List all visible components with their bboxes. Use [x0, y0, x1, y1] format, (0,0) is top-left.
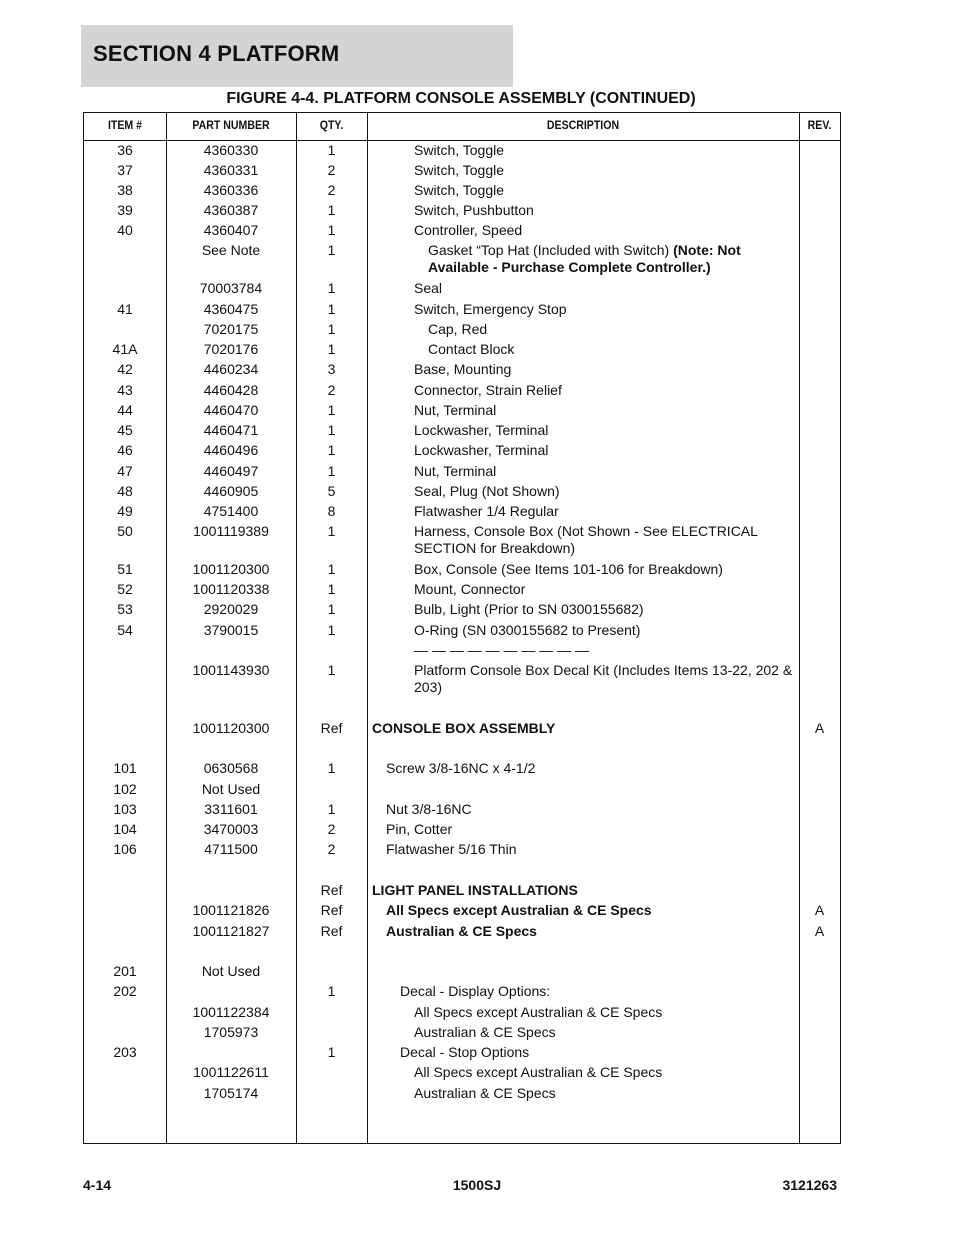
description-text: Switch, Toggle — [414, 162, 505, 178]
description — [414, 162, 794, 179]
part-number: 1001120338 — [192, 581, 270, 597]
quantity: 1 — [327, 601, 336, 617]
description-text: LIGHT PANEL INSTALLATIONS — [372, 882, 578, 898]
part-number: 3470003 — [203, 821, 259, 837]
table-row — [84, 422, 840, 442]
table-row — [84, 301, 840, 321]
part-number: 2920029 — [203, 601, 259, 617]
item-number: 43 — [117, 382, 133, 398]
table-row — [84, 142, 840, 162]
description-text: Bulb, Light (Prior to SN 0300155682) — [414, 601, 644, 617]
quantity: 1 — [327, 301, 336, 317]
quantity: 1 — [327, 1044, 336, 1060]
table-row — [84, 662, 840, 695]
table-row — [84, 202, 840, 222]
section-header-bar — [81, 25, 513, 87]
table-row — [84, 1044, 840, 1064]
table-row — [84, 242, 840, 275]
table-row — [84, 162, 840, 182]
parts-table — [83, 112, 841, 1144]
description-text: Screw 3/8-16NC x 4-1/2 — [386, 760, 536, 776]
description — [372, 882, 752, 899]
description-text: Switch, Toggle — [414, 142, 505, 158]
part-number: 1001121826 — [192, 902, 270, 918]
description-text: Switch, Emergency Stop — [414, 301, 567, 317]
description — [386, 902, 766, 919]
quantity: Ref — [320, 882, 343, 898]
part-number: 1001143930 — [192, 662, 270, 678]
quantity: 2 — [327, 821, 336, 837]
description — [414, 662, 798, 696]
table-row — [84, 923, 840, 943]
table-row — [84, 1085, 840, 1105]
item-number: 49 — [117, 503, 133, 519]
part-number: 4751400 — [203, 503, 259, 519]
description-text: Lockwasher, Terminal — [414, 442, 549, 458]
description-text: Lockwasher, Terminal — [414, 422, 549, 438]
part-number: 4360331 — [203, 162, 259, 178]
item-number: 42 — [117, 361, 133, 377]
description-text: Flatwasher 5/16 Thin — [386, 841, 517, 857]
description — [414, 422, 794, 439]
description — [414, 382, 794, 399]
item-number: 202 — [113, 983, 137, 999]
item-number: 38 — [117, 182, 133, 198]
description-text: Box, Console (See Items 101-106 for Breakdown) — [414, 561, 723, 577]
description-text: All Specs except Australian & CE Specs — [414, 1064, 663, 1080]
part-number: Not Used — [201, 781, 261, 797]
table-row — [84, 222, 840, 242]
header-divider — [84, 140, 840, 141]
description — [386, 760, 766, 777]
description-text: Switch, Toggle — [414, 182, 505, 198]
table-row — [84, 601, 840, 621]
item-number: 103 — [113, 801, 137, 817]
table-row — [84, 523, 840, 556]
part-number: 70003784 — [199, 280, 263, 296]
table-row — [84, 642, 840, 662]
description-text: Gasket “Top Hat (Included with Switch) — [428, 242, 670, 258]
quantity: 2 — [327, 841, 336, 857]
part-number: 1001120300 — [192, 720, 270, 736]
footer-document-number: 3121263 — [782, 1177, 837, 1193]
description — [414, 523, 794, 557]
description-text: Nut 3/8-16NC — [386, 801, 472, 817]
quantity: 1 — [327, 983, 336, 999]
description-text: Base, Mounting — [414, 361, 512, 377]
part-number: 4460470 — [203, 402, 259, 418]
description-text: Platform Console Box Decal Kit (Includes Items 13-22, 202 & 203) — [414, 662, 793, 695]
quantity: Ref — [320, 720, 343, 736]
description — [414, 581, 794, 598]
quantity: 8 — [327, 503, 336, 519]
part-number: 4460471 — [203, 422, 259, 438]
part-number: 7020175 — [203, 321, 259, 337]
quantity: 1 — [327, 463, 336, 479]
table-row — [84, 821, 840, 841]
table-row — [84, 442, 840, 462]
part-number: 4360330 — [203, 142, 259, 158]
table-row — [84, 1004, 840, 1024]
table-row — [84, 561, 840, 581]
part-number: 4460905 — [203, 483, 259, 499]
description-note: (Note: Not Available - Purchase Complete Controller.) — [428, 242, 741, 275]
description — [414, 142, 794, 159]
description — [414, 280, 794, 297]
item-number: 203 — [113, 1044, 137, 1060]
description-text: Flatwasher 1/4 Regular — [414, 503, 559, 519]
item-number: 41 — [117, 301, 133, 317]
table-row — [84, 321, 840, 341]
description-text: Seal — [414, 280, 443, 296]
description — [414, 1024, 794, 1041]
item-number: 54 — [117, 622, 133, 638]
quantity: 1 — [327, 581, 336, 597]
part-number: 4460496 — [203, 442, 259, 458]
table-row — [84, 382, 840, 402]
item-number: 36 — [117, 142, 133, 158]
part-number: 1001121827 — [192, 923, 270, 939]
quantity: 1 — [327, 341, 336, 357]
table-row — [84, 781, 840, 801]
part-number: 1001120300 — [192, 561, 270, 577]
description-text: Pin, Cotter — [386, 821, 453, 837]
description — [414, 301, 794, 318]
description — [386, 821, 766, 838]
item-number: 201 — [113, 963, 137, 979]
description — [372, 720, 752, 737]
part-number: 1705174 — [203, 1085, 259, 1101]
table-row — [84, 801, 840, 821]
table-row — [84, 983, 840, 1003]
part-number: 1001122611 — [193, 1064, 269, 1080]
description-text: Controller, Speed — [414, 222, 523, 238]
quantity: 1 — [327, 801, 336, 817]
item-number: 47 — [117, 463, 133, 479]
description-text: Nut, Terminal — [414, 463, 497, 479]
item-number: 51 — [117, 561, 133, 577]
quantity: 1 — [327, 402, 336, 418]
description-text: All Specs except Australian & CE Specs — [386, 902, 652, 918]
table-row — [84, 581, 840, 601]
quantity: 1 — [327, 280, 336, 296]
item-number: 46 — [117, 442, 133, 458]
item-number: 50 — [117, 523, 133, 539]
part-number: 7020176 — [203, 341, 259, 357]
description-text: Switch, Pushbutton — [414, 202, 534, 218]
part-number: 4711500 — [204, 841, 258, 857]
description — [414, 1004, 794, 1021]
quantity: 5 — [327, 483, 336, 499]
item-number: 48 — [117, 483, 133, 499]
description-text: All Specs except Australian & CE Specs — [414, 1004, 663, 1020]
header-part-number: PART NUMBER — [192, 118, 270, 132]
description — [386, 841, 766, 858]
table-row — [84, 622, 840, 642]
part-number: 4360475 — [203, 301, 259, 317]
header-qty: QTY. — [319, 118, 344, 132]
item-number: 52 — [117, 581, 133, 597]
description-text: Australian & CE Specs — [386, 923, 537, 939]
description — [414, 503, 794, 520]
quantity: 1 — [327, 321, 336, 337]
table-row — [84, 902, 840, 922]
quantity: Ref — [320, 923, 343, 939]
table-row — [84, 341, 840, 361]
part-number: 0630568 — [203, 760, 259, 776]
part-number: 4360407 — [203, 222, 259, 238]
item-number: 37 — [117, 162, 133, 178]
table-row — [84, 882, 840, 902]
description — [414, 182, 794, 199]
section-title: SECTION 4 PLATFORM — [93, 41, 340, 66]
figure-title: FIGURE 4-4. PLATFORM CONSOLE ASSEMBLY (CONTINUED) — [226, 90, 696, 107]
item-number: 101 — [113, 760, 137, 776]
description-text: Seal, Plug (Not Shown) — [414, 483, 560, 499]
quantity: 1 — [327, 523, 336, 539]
quantity: 1 — [327, 142, 336, 158]
footer-page-number: 4-14 — [83, 1177, 112, 1193]
table-row — [84, 483, 840, 503]
table-row — [84, 280, 840, 300]
description — [414, 1064, 794, 1081]
description-text: Australian & CE Specs — [414, 1085, 556, 1101]
quantity: 1 — [327, 422, 336, 438]
description — [414, 642, 794, 659]
description-text: Harness, Console Box (Not Shown - See ELECTRICAL SECTION for Breakdown) — [414, 523, 758, 556]
quantity: 1 — [327, 202, 336, 218]
description — [414, 402, 794, 419]
part-number: 4360336 — [203, 182, 259, 198]
quantity: 1 — [327, 662, 336, 678]
part-number: 4460497 — [203, 463, 259, 479]
revision: A — [814, 902, 825, 918]
description-text: Contact Block — [428, 341, 515, 357]
part-number: 3790015 — [203, 622, 259, 638]
header-rev: REV. — [807, 118, 832, 132]
part-number: 1705973 — [203, 1024, 259, 1040]
part-number: 1001119389 — [193, 523, 269, 539]
part-number: 4460428 — [203, 382, 259, 398]
table-row — [84, 841, 840, 861]
description-text: Decal - Display Options: — [400, 983, 551, 999]
part-number: Not Used — [201, 963, 261, 979]
description — [414, 463, 794, 480]
description — [428, 242, 800, 276]
header-item: ITEM # — [107, 118, 143, 132]
table-row — [84, 182, 840, 202]
item-number: 104 — [113, 821, 137, 837]
footer-model: 1500SJ — [452, 1177, 502, 1193]
description-text: Nut, Terminal — [414, 402, 497, 418]
table-row — [84, 463, 840, 483]
table-row — [84, 361, 840, 381]
description — [414, 361, 794, 378]
quantity: 2 — [327, 182, 336, 198]
description — [414, 202, 794, 219]
part-number: See Note — [201, 242, 261, 258]
quantity: 1 — [327, 561, 336, 577]
description — [414, 442, 794, 459]
quantity: 3 — [327, 361, 336, 377]
description — [400, 983, 780, 1000]
revision: A — [814, 720, 825, 736]
item-number: 44 — [117, 402, 133, 418]
part-number: 4460234 — [203, 361, 259, 377]
part-number: 3311601 — [204, 801, 258, 817]
table-row — [84, 1064, 840, 1084]
description — [414, 1085, 794, 1102]
header-description: DESCRIPTION — [546, 118, 620, 132]
description — [386, 923, 766, 940]
table-row — [84, 402, 840, 422]
description-text: O-Ring (SN 0300155682 to Present) — [414, 622, 641, 638]
description — [386, 801, 766, 818]
table-row — [84, 1024, 840, 1044]
description-text: Australian & CE Specs — [414, 1024, 556, 1040]
item-number: 41A — [112, 341, 138, 357]
table-row — [84, 963, 840, 983]
revision: A — [814, 923, 825, 939]
description — [414, 622, 794, 639]
table-row — [84, 503, 840, 523]
description — [414, 222, 794, 239]
quantity: 1 — [327, 442, 336, 458]
description — [414, 483, 794, 500]
description-text: — — — — — — — — — — — [414, 642, 590, 658]
quantity: 1 — [327, 760, 336, 776]
item-number: 102 — [113, 781, 137, 797]
description-text: Decal - Stop Options — [400, 1044, 530, 1060]
table-row — [84, 720, 840, 740]
item-number: 40 — [117, 222, 133, 238]
description-text: Cap, Red — [428, 321, 488, 337]
item-number: 45 — [117, 422, 133, 438]
item-number: 39 — [117, 202, 133, 218]
quantity: Ref — [320, 902, 343, 918]
quantity: 1 — [327, 242, 336, 258]
item-number: 53 — [117, 601, 133, 617]
description — [428, 321, 808, 338]
part-number: 1001122384 — [192, 1004, 270, 1020]
description — [414, 601, 794, 618]
description — [428, 341, 808, 358]
description — [414, 561, 794, 578]
description — [400, 1044, 780, 1061]
item-number: 106 — [113, 841, 137, 857]
description-text: Mount, Connector — [414, 581, 526, 597]
description-text: CONSOLE BOX ASSEMBLY — [372, 720, 556, 736]
part-number: 4360387 — [203, 202, 259, 218]
quantity: 2 — [327, 382, 336, 398]
description-text: Connector, Strain Relief — [414, 382, 562, 398]
table-row — [84, 760, 840, 780]
quantity: 2 — [327, 162, 336, 178]
quantity: 1 — [327, 222, 336, 238]
quantity: 1 — [327, 622, 336, 638]
